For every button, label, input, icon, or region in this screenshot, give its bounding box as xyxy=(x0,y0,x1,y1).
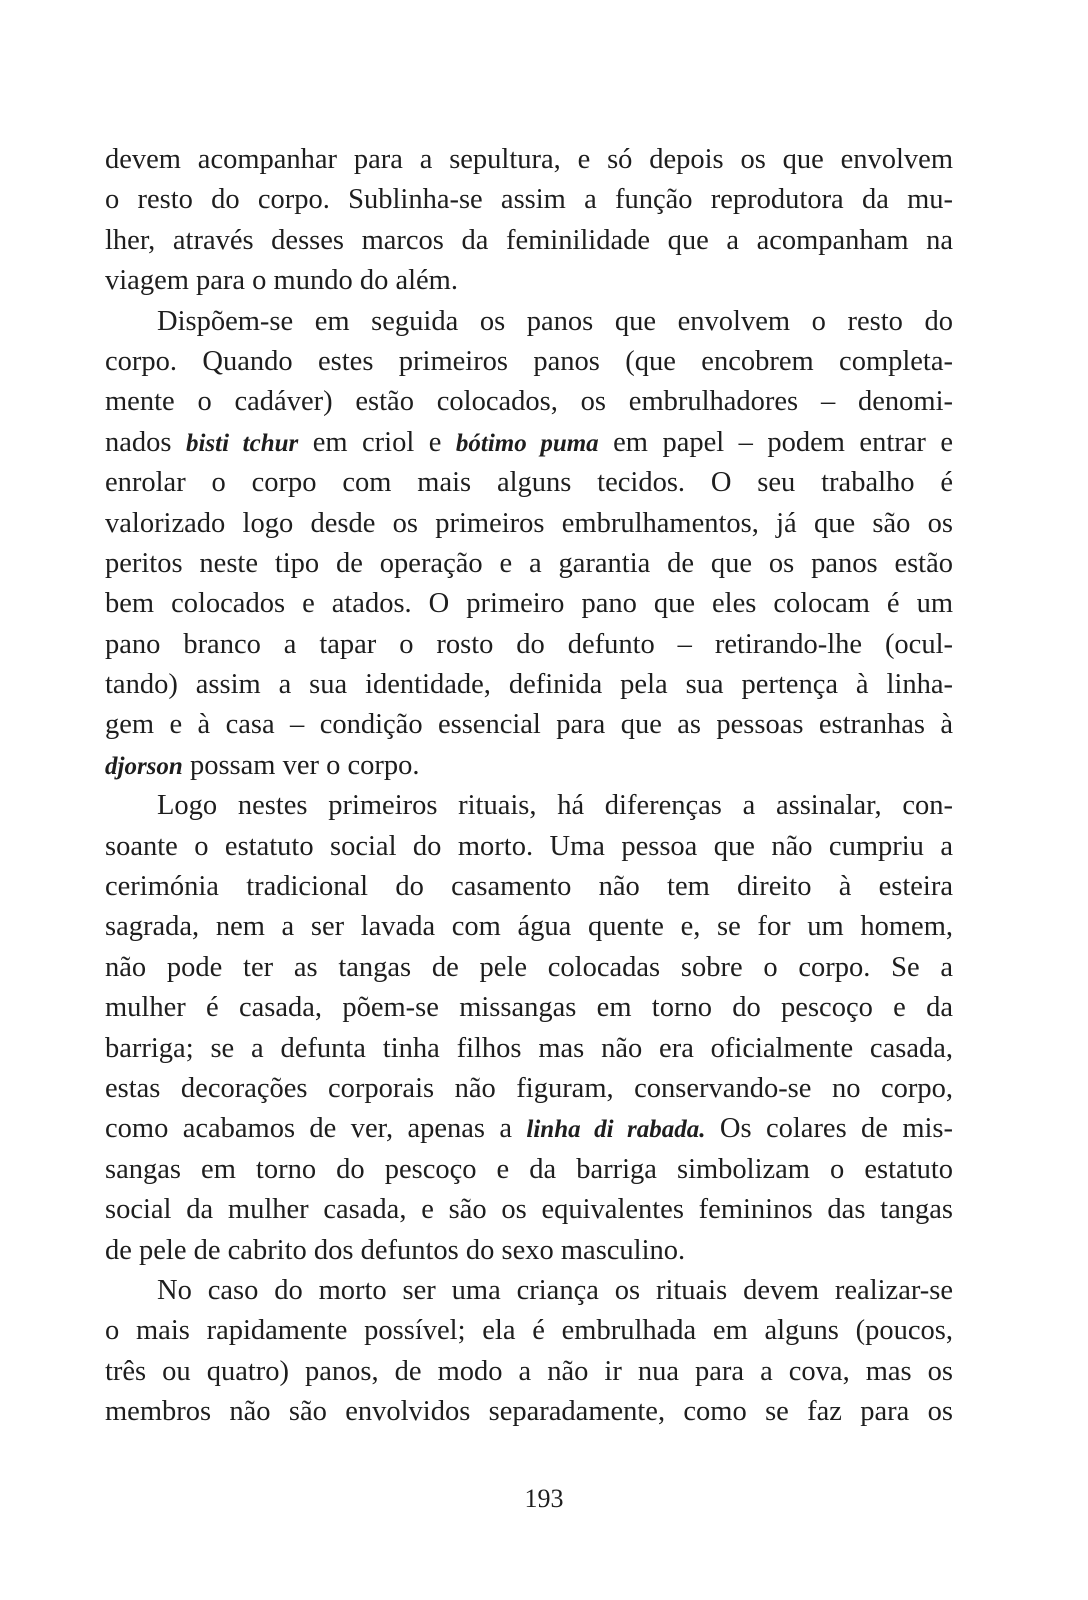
text-line: bem colocados e atados. O primeiro pano que eles colocam é um xyxy=(105,588,953,620)
text-line: lher, através desses marcos da feminilidade que a acompanham na xyxy=(105,224,953,256)
text-line: Dispõem-se em seguida os panos que envolvem o resto do xyxy=(157,305,953,337)
text-line: tando) assim a sua identidade, definida pela sua pertença à linha- xyxy=(105,669,953,701)
text-line: mente o cadáver) estão colocados, os embrulhadores – denomi- xyxy=(105,386,953,418)
text-line: social da mulher casada, e são os equivalentes femininos das tangas xyxy=(105,1194,953,1226)
text-line: sangas em torno do pescoço e da barriga simbolizam o estatuto xyxy=(105,1153,953,1185)
text-line: três ou quatro) panos, de modo a não ir nua para a cova, mas os xyxy=(105,1355,953,1387)
text-line: de pele de cabrito dos defuntos do sexo masculino. xyxy=(105,1234,686,1266)
text-line: o resto do corpo. Sublinha-se assim a função reprodutora da mu- xyxy=(105,184,953,216)
text-line xyxy=(105,423,953,463)
text-line: sagrada, nem a ser lavada com água quente e, se for um homem, xyxy=(105,911,953,943)
text-line: corpo. Quando estes primeiros panos (que encobrem completa- xyxy=(105,345,953,377)
text-line: enrolar o corpo com mais alguns tecidos. O seu trabalho é xyxy=(105,467,953,499)
text-line: soante o estatuto social do morto. Uma pessoa que não cumpriu a xyxy=(105,830,953,862)
text-line: devem acompanhar para a sepultura, e só depois os que envolvem xyxy=(105,144,953,175)
text-line: barriga; se a defunta tinha filhos mas não era oficialmente casada, xyxy=(105,1032,953,1064)
text-line: cerimónia tradicional do casamento não tem direito à esteira xyxy=(105,871,953,903)
italic-term: linha di rabada. xyxy=(526,1116,706,1144)
text-line: valorizado logo desde os primeiros embrulhamentos, já que são os xyxy=(105,507,953,539)
text-line xyxy=(105,1109,953,1149)
italic-term: bisti tchur xyxy=(185,429,299,457)
text-run: como acabamos de ver, apenas a xyxy=(105,1113,527,1145)
text-run: em criol e xyxy=(298,426,456,458)
text-line: mulher é casada, põem-se missangas em torno do pescoço e da xyxy=(105,992,953,1024)
text-line: membros não são envolvidos separadamente, como se faz para os xyxy=(105,1396,953,1428)
text-line: o mais rapidamente possível; ela é embrulhada em alguns (poucos, xyxy=(105,1315,953,1347)
text-run: em papel – podem entrar e xyxy=(598,426,953,458)
page-number: 193 xyxy=(524,1484,564,1513)
italic-term: djorson xyxy=(105,752,183,780)
text-line: Logo nestes primeiros rituais, há diferenças a assinalar, con- xyxy=(157,790,953,822)
italic-term: bótimo puma xyxy=(455,429,599,457)
text-line xyxy=(105,746,953,786)
text-run: Os colares de mis- xyxy=(705,1113,953,1145)
text-line: peritos neste tipo de operação e a garantia de que os panos estão xyxy=(105,547,953,579)
text-line: viagem para o mundo do além. xyxy=(105,265,458,297)
text-line: não pode ter as tangas de pele colocadas sobre o corpo. Se a xyxy=(105,951,953,983)
text-line: gem e à casa – condição essencial para que as pessoas estranhas à xyxy=(105,709,953,741)
text-line: pano branco a tapar o rosto do defunto – retirando-lhe (ocul- xyxy=(105,628,953,660)
text-run: nados xyxy=(105,426,186,458)
text-run: possam ver o corpo. xyxy=(182,749,420,781)
text-line: No caso do morto ser uma criança os rituais devem realizar-se xyxy=(157,1274,953,1306)
page-body-text xyxy=(105,140,953,1433)
text-line: estas decorações corporais não figuram, conservando-se no corpo, xyxy=(105,1072,953,1104)
